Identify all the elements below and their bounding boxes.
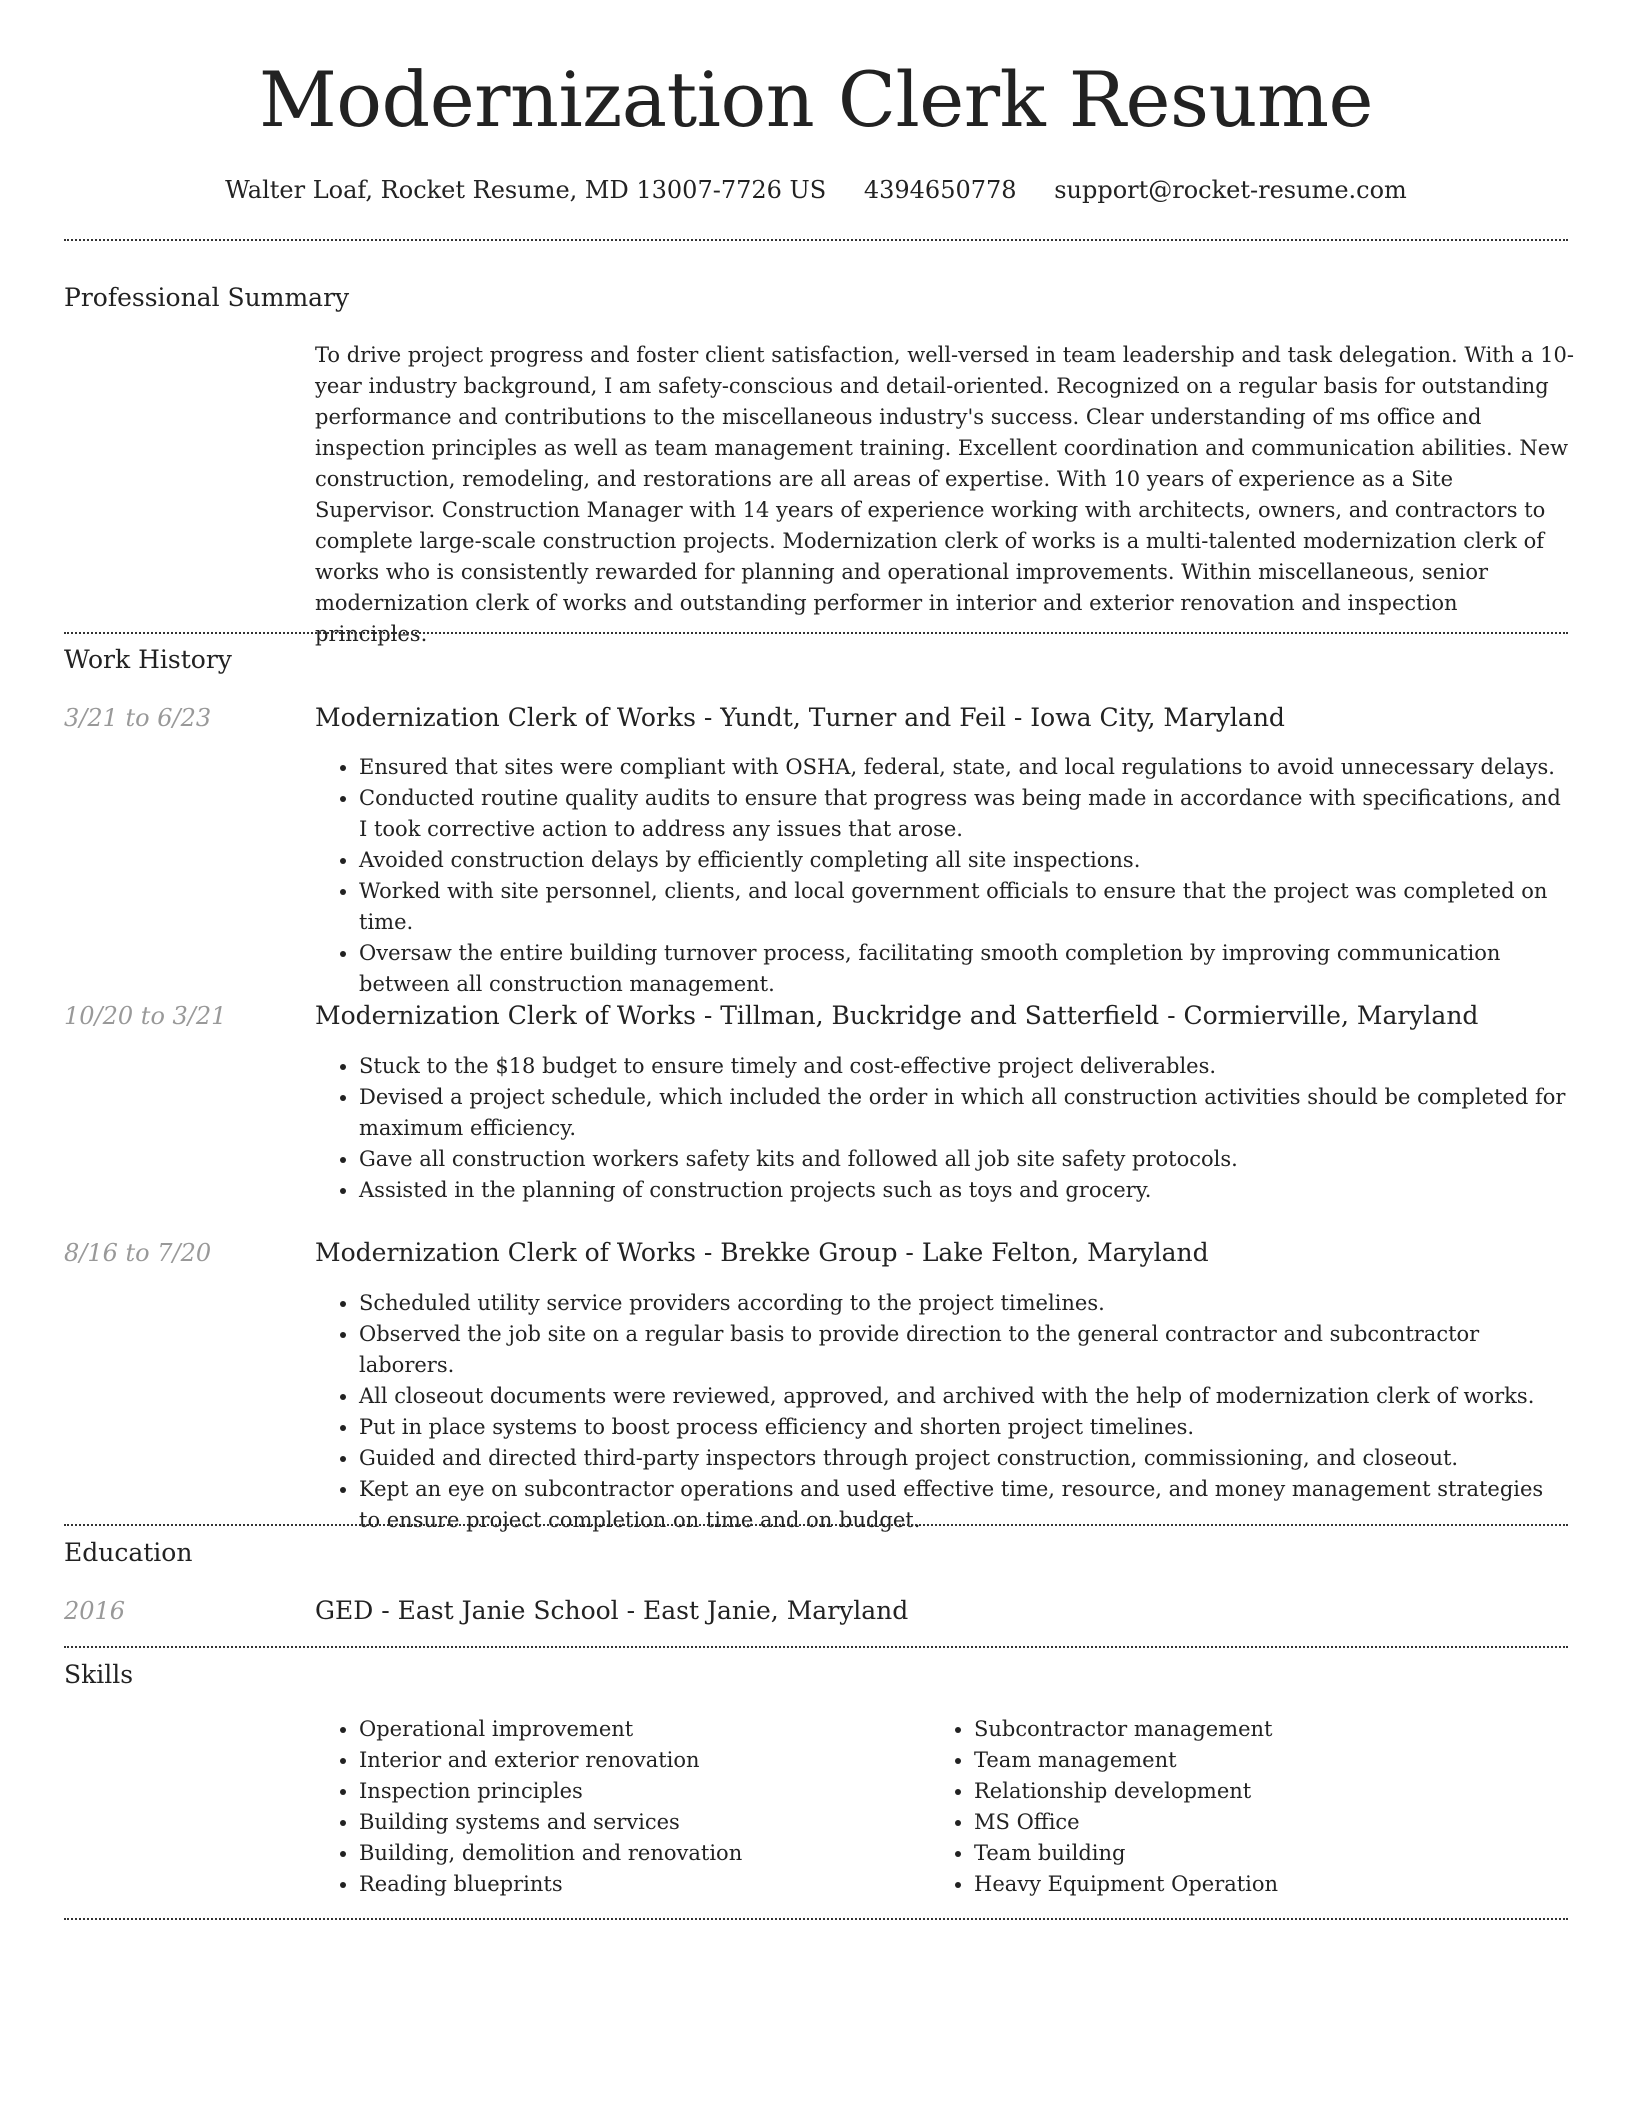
contact-line	[0, 170, 1632, 210]
section-title-skills: Skills	[64, 1660, 134, 1689]
contact-phone: 4394650778	[863, 176, 1017, 204]
job-dates: 10/20 to 3/21	[64, 1002, 227, 1030]
section-title-education: Education	[64, 1538, 193, 1567]
job-bullets	[315, 752, 1568, 1000]
job-title: Modernization Clerk of Works - Tillman, Buckridge and Satterfield - Cormierville, Maryland	[315, 1001, 1479, 1030]
job-bullets	[315, 1051, 1568, 1206]
skills-list-left	[315, 1714, 915, 1900]
skill-item: • Heavy Equipment Operation	[974, 1869, 1568, 1900]
skill-item: • Reading blueprints	[359, 1869, 915, 1900]
section-divider	[64, 239, 1568, 241]
job-bullet: • Guided and directed third-party inspectors through project construction, commissioning, and closeout.	[359, 1443, 1568, 1474]
summary-text: To drive project progress and foster client satisfaction, well-versed in team leadership and task delegation. With a 10-year industry background, I am safety-conscious and detail-oriented. Recognized on a regular basis for outstanding performance and contributions to the miscellaneous industry's success. Clear understanding of ms office and inspection principles as well as team management training. Excellent coordination and communication abilities. New construction, remodeling, and restorations are all areas of expertise. With 10 years of experience as a Site Supervisor. Construction Manager with 14 years of experience working with architects, owners, and contractors to complete large-scale construction projects. Modernization clerk of works is a multi-talented modernization clerk of works who is consistently rewarded for planning and operational improvements. Within miscellaneous, senior modernization clerk of works and outstanding performer in interior and exterior renovation and inspection principles.	[315, 343, 1574, 646]
job-bullet: • Devised a project schedule, which included the order in which all construction activities should be completed for maximum efficiency.	[359, 1082, 1568, 1144]
skill-item: • Interior and exterior renovation	[359, 1745, 915, 1776]
skill-item: • Team management	[974, 1745, 1568, 1776]
job-bullet: • Scheduled utility service providers according to the project timelines.	[359, 1288, 1568, 1319]
job-dates: 8/16 to 7/20	[64, 1239, 212, 1267]
skill-item: • Relationship development	[974, 1776, 1568, 1807]
page-title: Modernization Clerk Resume	[258, 55, 1373, 144]
contact-address: Walter Loaf, Rocket Resume, MD 13007-7726 US	[225, 176, 827, 204]
job-title: Modernization Clerk of Works - Yundt, Turner and Feil - Iowa City, Maryland	[315, 703, 1285, 732]
job-bullet: • Stuck to the $18 budget to ensure timely and cost-effective project deliverables.	[359, 1051, 1568, 1082]
job-bullet: • Conducted routine quality audits to ensure that progress was being made in accordance with specifications, and I took corrective action to address any issues that arose.	[359, 783, 1568, 845]
section-divider	[64, 1646, 1568, 1648]
job-title: Modernization Clerk of Works - Brekke Group - Lake Felton, Maryland	[315, 1238, 1209, 1267]
education-year: 2016	[64, 1597, 126, 1625]
job-bullet: • Avoided construction delays by efficiently completing all site inspections.	[359, 845, 1568, 876]
section-title-work: Work History	[64, 645, 232, 674]
skill-item: • MS Office	[974, 1807, 1568, 1838]
skill-item: • Team building	[974, 1838, 1568, 1869]
section-divider	[64, 1918, 1568, 1920]
skill-item: • Building, demolition and renovation	[359, 1838, 915, 1869]
section-divider	[64, 632, 1568, 634]
job-bullet: • All closeout documents were reviewed, approved, and archived with the help of modernization clerk of works.	[359, 1381, 1568, 1412]
skill-item: • Subcontractor management	[974, 1714, 1568, 1745]
job-bullets	[315, 1288, 1568, 1536]
skill-item: • Operational improvement	[359, 1714, 915, 1745]
section-divider	[64, 1524, 1568, 1526]
skill-item: • Building systems and services	[359, 1807, 915, 1838]
skill-item: • Inspection principles	[359, 1776, 915, 1807]
job-dates: 3/21 to 6/23	[64, 704, 212, 732]
job-bullet: • Put in place systems to boost process efficiency and shorten project timelines.	[359, 1412, 1568, 1443]
section-title-summary: Professional Summary	[64, 283, 350, 312]
job-bullet: • Oversaw the entire building turnover process, facilitating smooth completion by improving communication between all construction management.	[359, 938, 1568, 1000]
job-bullet: • Kept an eye on subcontractor operations and used effective time, resource, and money management strategies to ensure project completion on time and on budget.	[359, 1474, 1568, 1536]
job-bullet: • Observed the job site on a regular basis to provide direction to the general contractor and subcontractor laborers.	[359, 1319, 1568, 1381]
skills-list-right	[930, 1714, 1568, 1900]
contact-email: support@rocket-resume.com	[1054, 176, 1407, 204]
job-bullet: • Gave all construction workers safety kits and followed all job site safety protocols.	[359, 1144, 1568, 1175]
education-entry: GED - East Janie School - East Janie, Maryland	[315, 1596, 909, 1625]
job-bullet: • Ensured that sites were compliant with OSHA, federal, state, and local regulations to avoid unnecessary delays.	[359, 752, 1568, 783]
job-bullet: • Worked with site personnel, clients, and local government officials to ensure that the project was completed on time.	[359, 876, 1568, 938]
job-bullet: • Assisted in the planning of construction projects such as toys and grocery.	[359, 1175, 1568, 1206]
